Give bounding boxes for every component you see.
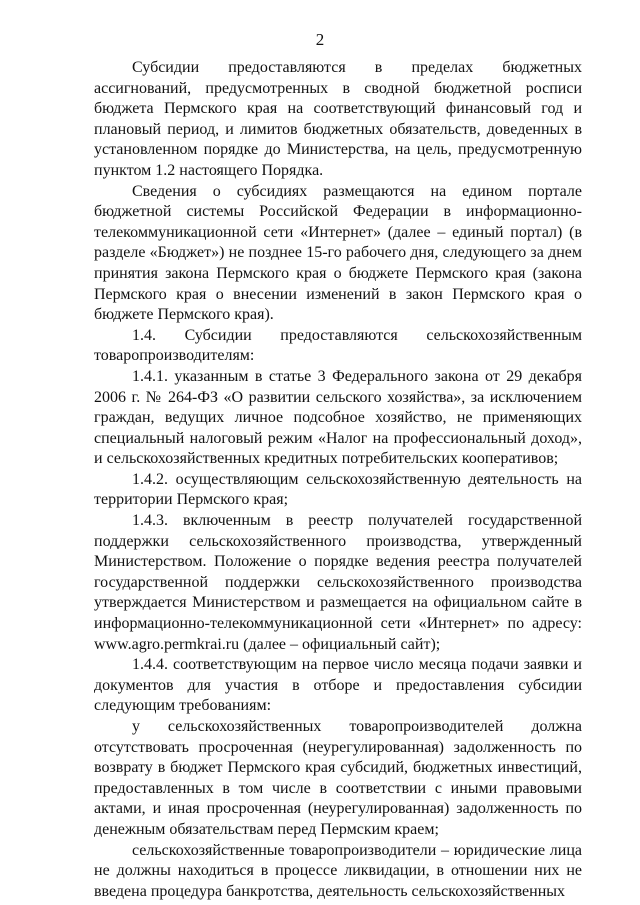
paragraph-1-4-1: 1.4.1. указанным в статье 3 Федерального закона от 29 декабря 2006 г. № 264-ФЗ «О развитии сельского хозяйства», за исключением граждан, ведущих личное подсобное хозяйство, не применяющих специальный налоговый режим «Налог на профессиональный доход», и сельскохозяйственных кредитных потребительских кооперативов; [94, 367, 582, 468]
document-body [94, 58, 582, 902]
paragraph-subsidy-info-portal: Сведения о субсидиях размещаются на едином портале бюджетной системы Российской Федерации в информационно-телекоммуникационной сети «Интернет» (далее – единый портал) (в разделе «Бюджет») не позднее 15-го рабочего дня, следующего за днем принятия закона Пермского края о бюджете Пермского края (закона Пермского края о внесении изменений в закон Пермского края о бюджете Пермского края). [94, 182, 582, 324]
paragraph-requirement-debt: у сельскохозяйственных товаропроизводителей должна отсутствовать просроченная (неурегулированная) задолженность по возврату в бюджет Пермского края субсидий, бюджетных инвестиций, предоставленных в том числе в соответствии с иными правовыми актами, и иная просроченная (неурегулированная) задолженность по денежным обязательствам перед Пермским краем; [94, 718, 582, 838]
paragraph-subsidy-limits: Субсидии предоставляются в пределах бюджетных ассигнований, предусмотренных в сводной бюджетной росписи бюджета Пермского края на соответствующий финансовый год и плановый период, и лимитов бюджетных обязательств, доведенных в установленном порядке до Министерства, на цель, предусмотренную пунктом 1.2 настоящего Порядка. [94, 59, 582, 179]
paragraph-1-4-2: 1.4.2. осуществляющим сельскохозяйственную деятельность на территории Пермского края; [94, 470, 582, 509]
page-number: 2 [315, 30, 325, 49]
paragraph-1-4-4: 1.4.4. соответствующим на первое число месяца подачи заявки и документов для участия в отборе и предоставления субсидии следующим требованиям: [94, 656, 582, 715]
paragraph-1-4-3: 1.4.3. включенным в реестр получателей государственной поддержки сельскохозяйственного производства, утвержденный Министерством. Положение о порядке ведения реестра получателей государственной поддержки сельскохозяйственного производства утверждается Министерством и размещается на официальном сайте в информационно-телекоммуникационной сети «Интернет» по адресу: www.agro.permkrai.ru (далее – официальный сайт); [94, 512, 582, 653]
paragraph-1-4: 1.4. Субсидии предоставляются сельскохозяйственным товаропроизводителям: [94, 326, 582, 365]
paragraph-requirement-liquidation: сельскохозяйственные товаропроизводители – юридические лица не должны находиться в процессе ликвидации, в отношении них не введена процедура банкротства, деятельность сельскохозяйственных [94, 841, 582, 900]
